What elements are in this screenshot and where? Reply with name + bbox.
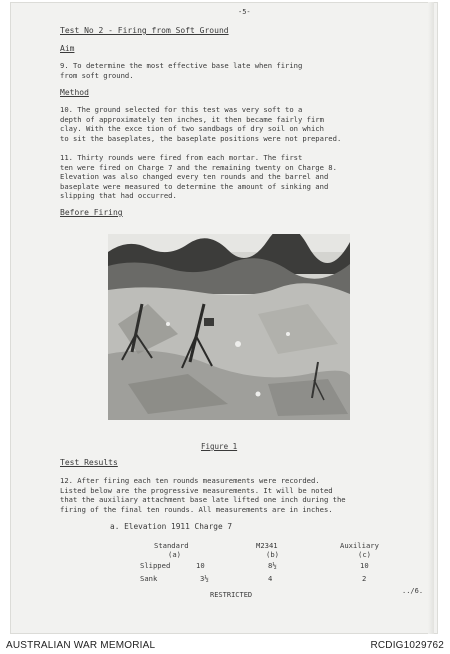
text-line: Elevation was also changed every ten rounds and the barrel and (60, 172, 329, 181)
field-photograph (108, 234, 350, 420)
text-line: ten were fired on Charge 7 and the remaining twenty on Charge 8. (60, 162, 337, 172)
row-label-slipped: Slipped (140, 561, 171, 570)
test-results-label: Test Results (60, 458, 118, 467)
cell-slipped-auxiliary: 10 (360, 561, 369, 570)
table-header-auxiliary: Auxiliary (340, 541, 379, 550)
text-line: to sit the baseplates, the baseplate positions were not prepared. (60, 133, 342, 143)
text-line: firing of the final ten rounds. All measurements are in inches. (60, 504, 333, 514)
mortar-field-photo (108, 234, 350, 420)
text-line: that the auxiliary attachment base late lifted one inch during the (60, 495, 346, 504)
footer-archive-id: RCDIG1029762 (370, 640, 444, 651)
continuation-mark: ../6. (402, 587, 424, 595)
cell-sank-standard: 3½ (200, 574, 209, 583)
figure-caption: Figure 1 (201, 442, 238, 451)
table-subheader-b: (b) (266, 550, 279, 559)
restricted-stamp: RESTRICTED (210, 591, 253, 599)
table-header-m2341: M2341 (256, 541, 278, 550)
before-firing-label: Before Firing (60, 208, 123, 217)
cell-sank-m2341: 4 (268, 574, 273, 583)
section-heading: Test No 2 - Firing from Soft Ground (60, 26, 229, 35)
table-header-standard: Standard (154, 541, 189, 550)
page-number: -5- (238, 8, 251, 16)
text-line: Listed below are the progressive measurements. It will be noted (60, 485, 333, 495)
text-line: 12. After firing each ten rounds measurements were recorded. (60, 476, 320, 485)
text-line: 11. Thirty rounds were fired from each mortar. The first (60, 153, 303, 162)
paragraph-12 (60, 476, 346, 514)
cell-slipped-standard: 10 (196, 561, 205, 570)
footer-archive-name: AUSTRALIAN WAR MEMORIAL (6, 640, 156, 651)
document-page (10, 2, 438, 634)
text-line: 10. The ground selected for this test was very soft to a (60, 105, 303, 114)
row-label-sank: Sank (140, 574, 158, 583)
method-label: Method (60, 88, 89, 97)
cell-slipped-m2341: 8½ (268, 561, 277, 570)
text-line: clay. With the exce tion of two sandbags of dry soil on which (60, 124, 324, 133)
text-line: from soft ground. (60, 70, 134, 80)
text-line: 9. To determine the most effective base late when firing (60, 61, 303, 70)
aim-paragraph (60, 61, 302, 80)
paragraph-11 (60, 153, 337, 201)
text-line: baseplate were measured to determine the amount of sinking and (60, 181, 329, 191)
paragraph-10 (60, 105, 341, 143)
text-line: depth of approximately ten inches, it then became fairly firm (60, 114, 324, 124)
cell-sank-auxiliary: 2 (362, 574, 367, 583)
text-line: slipping that had occurred. (60, 191, 177, 200)
aim-label: Aim (60, 44, 75, 53)
table-subheader-c: (c) (358, 550, 371, 559)
table-subheader-a: (a) (168, 550, 181, 559)
elevation-heading: a. Elevation 1911 Charge 7 (110, 522, 233, 531)
